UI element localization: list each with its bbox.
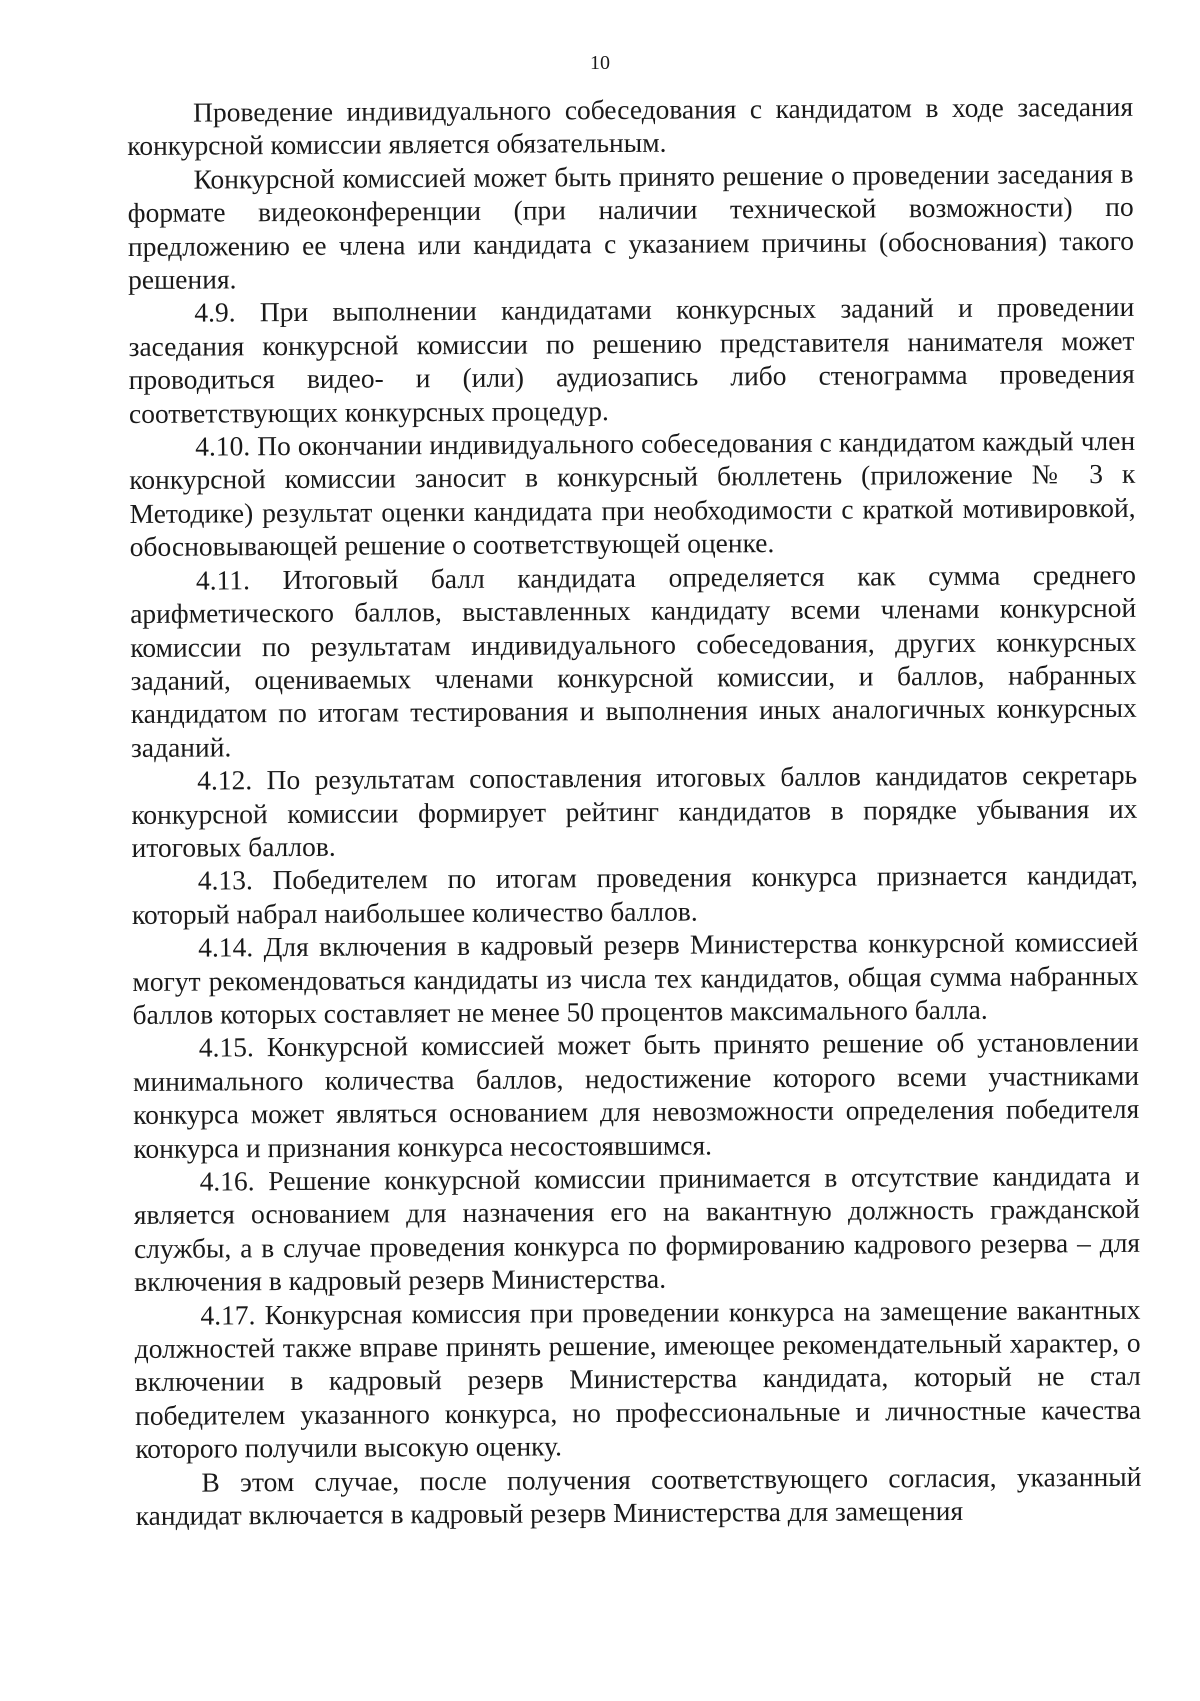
paragraph-4-10: 4.10. По окончании индивидуального собеседования с кандидатом каждый член конкурсной комиссии заносит в конкурсный бюллетень (приложение № 3 к Методике) результат оценки кандидата при необходимости с краткой мотивировкой, обосновывающей решение о соответствующей оценке. [129, 424, 1136, 563]
paragraph-4-11: 4.11. Итоговый балл кандидата определяется как сумма среднего арифметического баллов, выставленных кандидату всеми членами конкурсной комиссии по результатам индивидуального собеседования, других конкурсных заданий, оцениваемых членами конкурсной комиссии, и баллов, набранных кандидатом по итогам тестирования и выполнения иных аналогичных конкурсных заданий. [130, 558, 1137, 763]
paragraph-videoconference: Конкурсной комиссией может быть принято решение о проведении заседания в формате видеоконференции (при наличии технической возможности) по предложению ее члена или кандидата с указанием причины (обоснования) такого решения. [127, 157, 1134, 296]
paragraph-4-9: 4.9. При выполнении кандидатами конкурсных заданий и проведении заседания конкурсной комиссии по решению представителя нанимателя может проводиться видео- и (или) аудиозапись либо стенограмма проведения соответствующих конкурсных процедур. [128, 291, 1135, 429]
paragraph-4-12: 4.12. По результатам сопоставления итоговых баллов кандидатов секретарь конкурсной комиссии формирует рейтинг кандидатов в порядке убывания их итоговых баллов. [131, 758, 1138, 863]
page-number: 10 [590, 52, 610, 74]
paragraph-4-16: 4.16. Решение конкурсной комиссии принимается в отсутствие кандидата и является основанием для назначения его на вакантную должность гражданской службы, а в случае проведения конкурса по формированию кадрового резерва – для включения в кадровый резерв Министерства. [133, 1159, 1141, 1298]
paragraph-4-13: 4.13. Победителем по итогам проведения конкурса признается кандидат, который набрал наибольшее количество баллов. [131, 859, 1138, 930]
paragraph-4-15: 4.15. Конкурсной комиссией может быть принято решение об установлении минимального количества баллов, недостижение которого всеми участниками конкурса может являться основанием для невозможности определения победителя конкурса и признания конкурса несостоявшимся. [132, 1026, 1140, 1164]
paragraph-4-17: 4.17. Конкурсная комиссия при проведении конкурса на замещение вакантных должностей также вправе принять решение, имеющее рекомендательный характер, о включении в кадровый резерв Министерства кандидата, который не стал победителем указанного конкурса, но профессиональные и личностные качества которого получили высокую оценку. [134, 1293, 1142, 1465]
paragraph-interview-mandatory: Проведение индивидуального собеседования с кандидатом в ходе заседания конкурсной комиссии является обязательным. [127, 90, 1134, 162]
paragraph-consent-reserve: В этом случае, после получения соответствующего согласия, указанный кандидат включается в кадровый резерв Министерства для замещения [135, 1460, 1142, 1532]
document-body [127, 90, 1142, 1533]
paragraph-4-14: 4.14. Для включения в кадровый резерв Министерства конкурсной комиссией могут рекомендоваться кандидаты из числа тех кандидатов, общая сумма набранных баллов которых составляет не менее 50 процентов максимального балла. [132, 925, 1139, 1030]
